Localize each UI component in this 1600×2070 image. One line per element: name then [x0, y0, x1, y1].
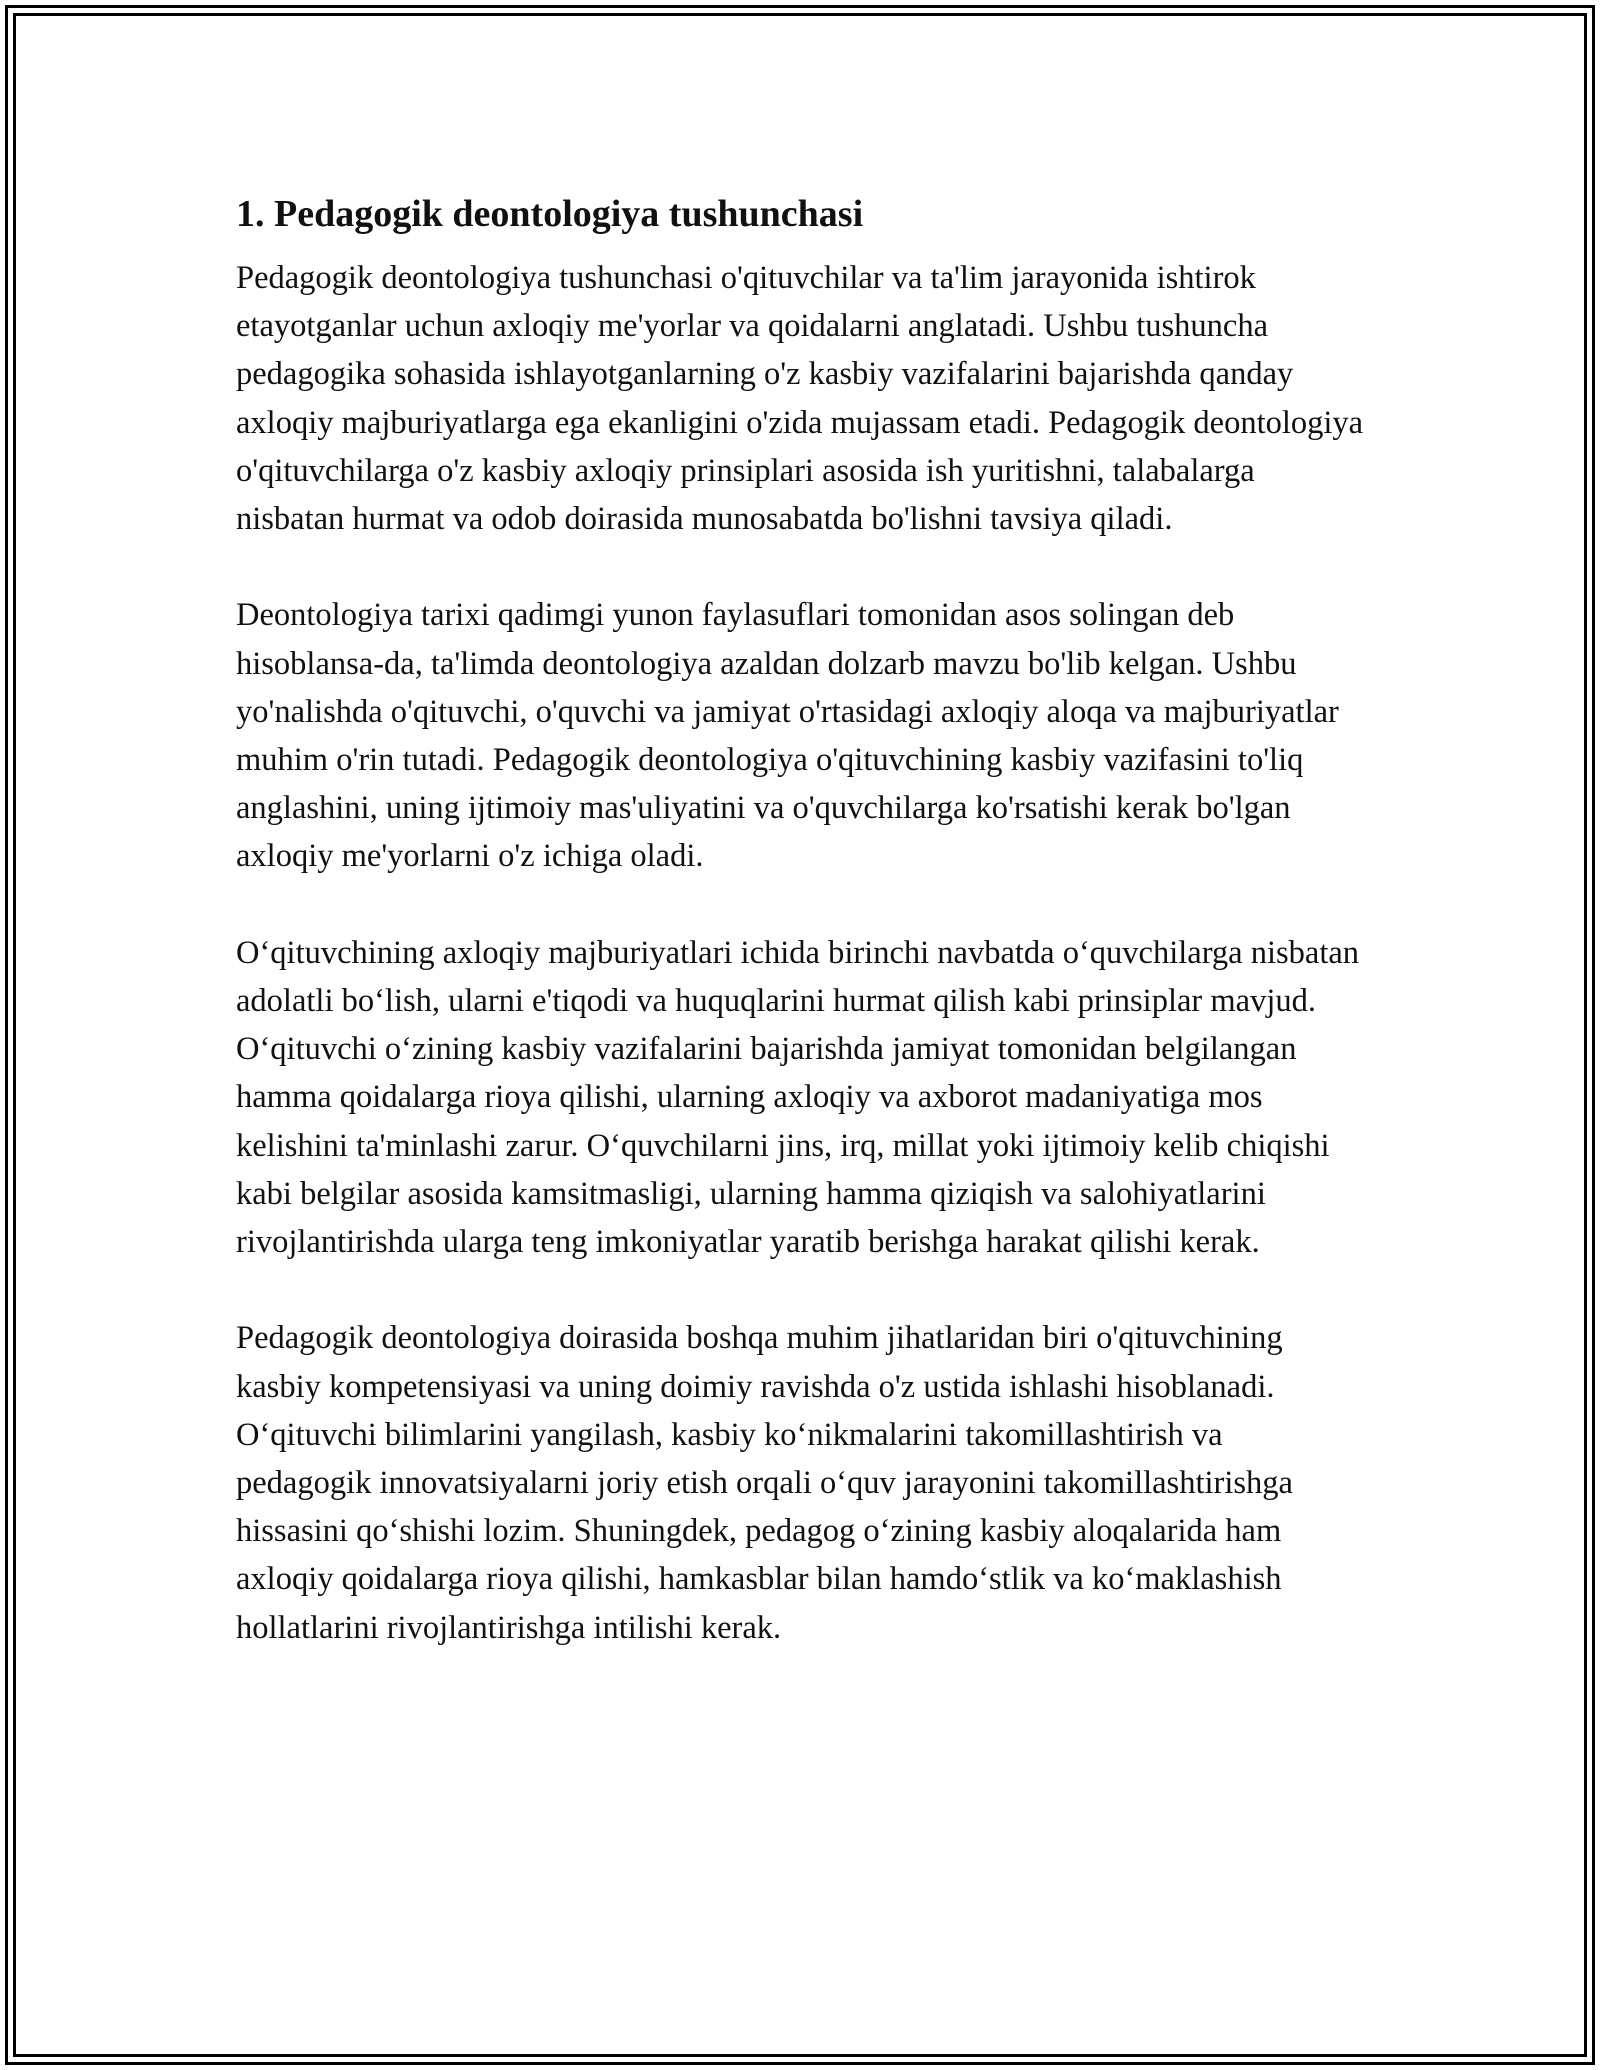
paragraph-teacher-obligations: O‘qituvchining axloqiy majburiyatlari ichida birinchi navbatda o‘quvchilarga nisbatan adolatli bo‘lish, ularni e'tiqodi va huquqlarini hurmat qilish kabi prinsiplar mavjud. O‘qituvchi o‘zining kasbiy vazifalarini bajarishda jamiyat tomonidan belgilangan hamma qoidalarga rioya qilishi, ularning axloqiy va axborot madaniyatiga mos kelishini ta'minlashi zarur. O‘quvchilarni jins, irq, millat yoki ijtimoiy kelib chiqishi kabi belgilar asosida kamsitmasligi, ularning hamma qiziqish va salohiyatlarini rivojlantirishda ularga teng imkoniyatlar yaratib berishga harakat qilishi kerak. — [236, 934, 1360, 1261]
paragraph-history: Deontologiya tarixi qadimgi yunon faylasuflari tomonidan asos solingan deb hisoblansa-da, ta'limda deontologiya azaldan dolzarb mavzu bo'lib kelgan. Ushbu yo'nalishda o'qituvchi, o'quvchi va jamiyat o'rtasidagi axloqiy aloqa va majburiyatlar muhim o'rin tutadi. Pedagogik deontologiya o'qituvchining kasbiy vazifasini to'liq anglashini, uning ijtimoiy mas'uliyatini va o'quvchilarga ko'rsatishi kerak bo'lgan axloqiy me'yorlarni o'z ichiga oladi. — [236, 597, 1339, 875]
document-body — [236, 186, 1366, 1700]
section-heading: 1. Pedagogik deontologiya tushunchasi — [236, 193, 864, 235]
paragraph-definition: Pedagogik deontologiya tushunchasi o'qituvchilar va ta'lim jarayonida ishtirok etayotganlar uchun axloqiy me'yorlar va qoidalarni anglatadi. Ushbu tushuncha pedagogika sohasida ishlayotganlarning o'z kasbiy vazifalarini bajarishda qanday axloqiy majburiyatlarga ega ekanligini o'zida mujassam etadi. Pedagogik deontologiya o'qituvchilarga o'z kasbiy axloqiy prinsiplari asosida ish yuritishni, talabalarga nisbatan hurmat va odob doirasida munosabatda bo'lishni tavsiya qiladi. — [236, 260, 1364, 538]
paragraph-professional-competence: Pedagogik deontologiya doirasida boshqa muhim jihatlaridan biri o'qituvchining kasbiy kompetensiyasi va uning doimiy ravishda o'z ustida ishlashi hisoblanadi. O‘qituvchi bilimlarini yangilash, kasbiy ko‘nikmalarini takomillashtirish va pedagogik innovatsiyalarni joriy etish orqali o‘quv jarayonini takomillashtirishga hissasini qo‘shishi lozim. Shuningdek, pedagog o‘zining kasbiy aloqalarida ham axloqiy qoidalarga rioya qilishi, hamkasblar bilan hamdo‘stlik va ko‘maklashish hollatlarini rivojlantirishga intilishi kerak. — [236, 1320, 1293, 1646]
